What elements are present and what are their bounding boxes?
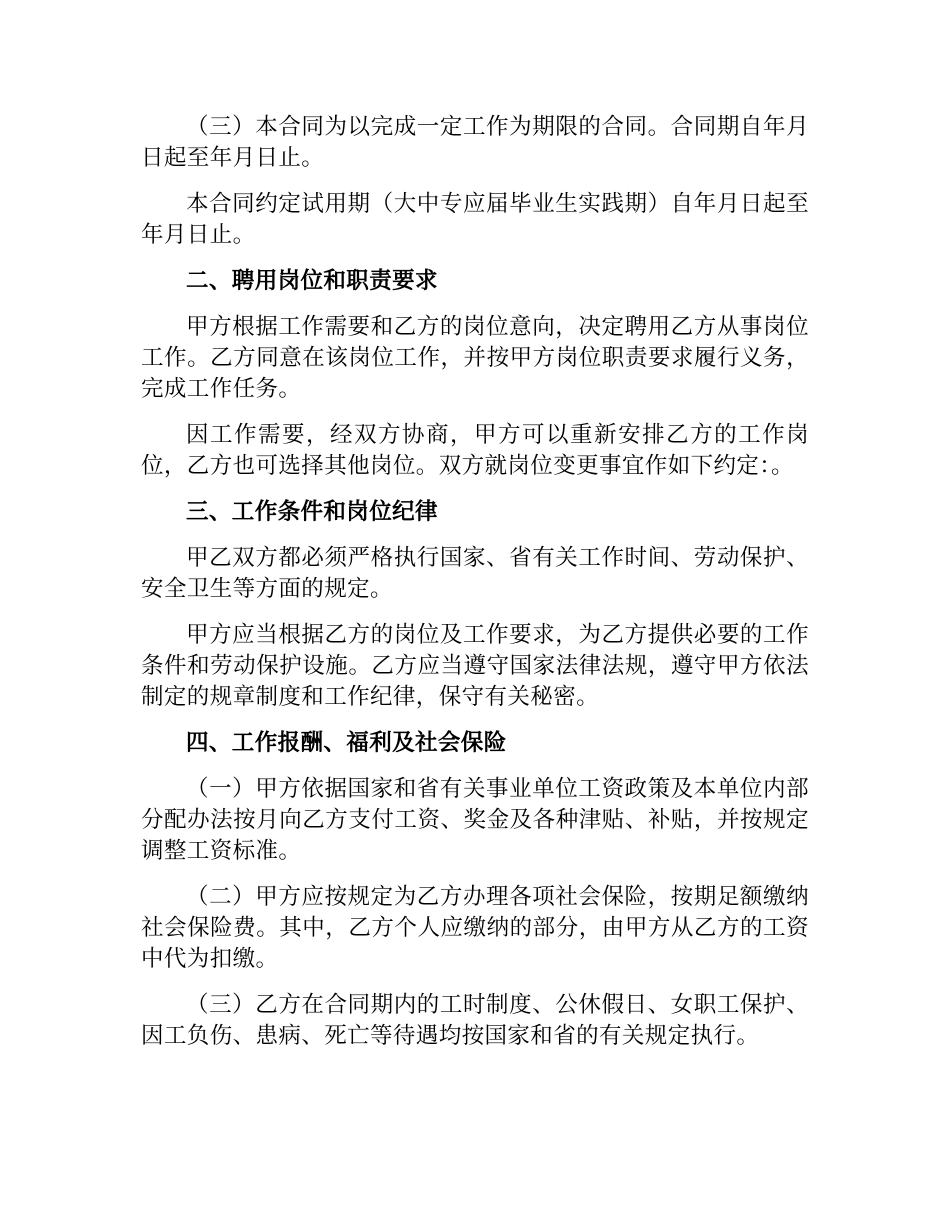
paragraph-benefits: （三）乙方在合同期内的工时制度、公休假日、女职工保护、因工负伤、患病、死亡等待遇均按国家和省的有关规定执行。: [141, 992, 809, 1049]
paragraph-position-change: 因工作需要，经双方协商，甲方可以重新安排乙方的工作岗位，乙方也可选择其他岗位。双方就岗位变更事宜作如下约定：。: [141, 422, 809, 479]
section-heading-compensation: 四、工作报酬、福利及社会保险: [186, 730, 507, 756]
paragraph-salary: （一）甲方依据国家和省有关事业单位工资政策及本单位内部分配办法按月向乙方支付工资、奖金及各种津贴、补贴，并按规定调整工资标准。: [141, 776, 809, 864]
paragraph-probation-period: 本合同约定试用期（大中专应届毕业生实践期）自年月日起至年月日止。: [141, 191, 809, 248]
paragraph-work-conditions: 甲方应当根据乙方的岗位及工作要求，为乙方提供必要的工作条件和劳动保护设施。乙方应当遵守国家法律法规，遵守甲方依法制定的规章制度和工作纪律，保守有关秘密。: [141, 622, 809, 710]
paragraph-contract-term: （三）本合同为以完成一定工作为期限的合同。合同期自年月日起至年月日止。: [141, 114, 809, 171]
section-heading-work-conditions: 三、工作条件和岗位纪律: [186, 499, 438, 525]
paragraph-position-assignment: 甲方根据工作需要和乙方的岗位意向，决定聘用乙方从事岗位工作。乙方同意在该岗位工作，并按甲方岗位职责要求履行义务，完成工作任务。: [141, 314, 809, 402]
document-body: [141, 112, 809, 1067]
section-heading-position-duties: 二、聘用岗位和职责要求: [186, 268, 438, 294]
paragraph-regulations: 甲乙双方都必须严格执行国家、省有关工作时间、劳动保护、安全卫生等方面的规定。: [141, 545, 809, 602]
paragraph-social-insurance: （二）甲方应按规定为乙方办理各项社会保险，按期足额缴纳社会保险费。其中，乙方个人应缴纳的部分，由甲方从乙方的工资中代为扣缴。: [141, 884, 809, 972]
